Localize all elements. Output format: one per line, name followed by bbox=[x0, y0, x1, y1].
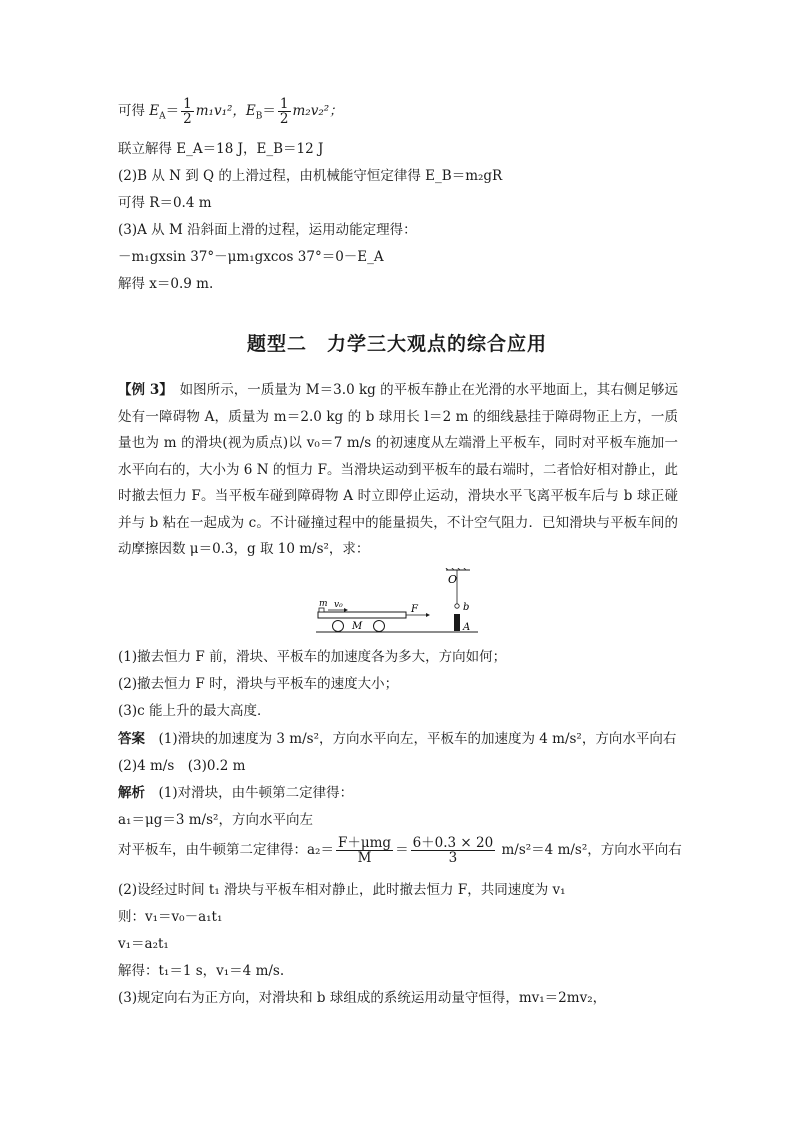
denominator: M bbox=[357, 850, 372, 866]
fraction-half bbox=[181, 97, 194, 126]
velocity-arrowhead bbox=[344, 608, 348, 612]
symbol-ea: E bbox=[149, 103, 160, 119]
obstacle-A bbox=[454, 614, 460, 631]
example-problem bbox=[118, 377, 678, 563]
question-3: (3)c 能上升的最大高度． bbox=[118, 703, 271, 719]
wheel-right bbox=[374, 621, 385, 632]
question-1: (1)撤去恒力 F 前，滑块、平板车的加速度各为多大，方向如何； bbox=[118, 649, 507, 665]
force-arrowhead bbox=[426, 613, 430, 617]
label-M: M bbox=[352, 621, 363, 632]
text-fragment: 可得 bbox=[118, 103, 150, 119]
numerator: F＋μmg bbox=[337, 835, 392, 851]
denominator: 3 bbox=[448, 850, 458, 866]
equals: ＝ bbox=[165, 103, 180, 119]
subscript: A bbox=[159, 111, 166, 122]
label-F: F bbox=[411, 604, 418, 615]
label-A: A bbox=[463, 622, 471, 633]
analysis-line-3 bbox=[118, 836, 682, 865]
analysis-text-1: (1)对滑块，由牛顿第二定律得： bbox=[145, 785, 354, 801]
text-fragment: m/s²＝4 m/s²，方向水平向右 bbox=[497, 842, 682, 858]
numerator: 1 bbox=[279, 96, 289, 112]
symbol-eb: E bbox=[245, 103, 256, 119]
analysis-line-5: 则：v₁＝v₀－a₁t₁ bbox=[118, 909, 223, 925]
equals: ＝ bbox=[395, 842, 409, 858]
label-b: b bbox=[463, 602, 470, 613]
ball-b bbox=[455, 604, 459, 608]
analysis-line-2: a₁＝μg＝3 m/s²，方向水平向左 bbox=[118, 812, 313, 828]
example-label: 【例 3】 bbox=[118, 382, 167, 398]
fraction-formula bbox=[336, 836, 393, 865]
analysis-line-6: v₁＝a₂t₁ bbox=[118, 936, 169, 952]
analysis-line-8: (3)规定向右为正方向，对滑块和 b 球组成的系统运用动量守恒得，mv₁＝2mv₂， bbox=[118, 990, 607, 1006]
example-text: 如图所示，一质量为 M＝3.0 kg 的平板车静止在光滑的水平地面上，其右侧足够远处有一障碍物 A，质量为 m＝2.0 kg 的 b 球用长 l＝2 m 的细线悬挂于障碍物正上方，一质量也为 m 的滑块(视为质点)以 v₀＝7 m/s 的初速度从左端滑上平板车，同时对平板车施加一水平向右的，大小为 6 N 的恒力 F。当滑块运动到平板车的最右端时，二者恰好相对静止，此时撤去恒力 F。当平板车碰到障碍物 A 时立即停止运动，滑块水平飞离平板车后与 b 球正碰并与 b 粘在一起成为 c。不计碰撞过程中的能量损失，不计空气阻力．已知滑块与平板车间的动摩擦因数 μ＝0.3，g 取 10 m/s²，求： bbox=[118, 382, 679, 557]
label-O: O bbox=[448, 573, 458, 586]
analysis-line-7: 解得：t₁＝1 s，v₁＝4 m/s. bbox=[118, 963, 285, 979]
denominator: 2 bbox=[279, 111, 289, 127]
physics-diagram bbox=[310, 568, 500, 638]
analysis-line-4: (2)设经过时间 t₁ 滑块与平板车相对静止，此时撤去恒力 F，共同速度为 v₁ bbox=[118, 882, 566, 898]
denominator: 2 bbox=[183, 111, 192, 127]
answer-text-1: (1)滑块的加速度为 3 m/s²，方向水平向左，平板车的加速度为 4 m/s²，方向水平向右 bbox=[145, 731, 677, 747]
wheel-left bbox=[333, 621, 344, 632]
analysis-label: 解析 bbox=[118, 785, 145, 801]
solution-line-5: (3)A 从 M 沿斜面上滑的过程，运用动能定理得： bbox=[118, 222, 417, 238]
section-title: 题型二 力学三大观点的综合应用 bbox=[246, 333, 547, 355]
numerator: 6＋0.3 × 20 bbox=[412, 835, 494, 851]
label-m: m bbox=[319, 599, 328, 609]
question-2: (2)撤去恒力 F 时，滑块与平板车的速度大小； bbox=[118, 676, 399, 692]
solution-line-7: 解得 x＝0.9 m. bbox=[118, 276, 214, 292]
analysis-line-1 bbox=[118, 783, 353, 803]
numerator: 1 bbox=[183, 96, 192, 112]
answer-label: 答案 bbox=[118, 731, 145, 747]
fraction-half bbox=[278, 97, 291, 126]
solution-line-1 bbox=[118, 97, 343, 127]
text-fragment: 对平板车，由牛顿第二定律得：a₂＝ bbox=[118, 842, 334, 858]
solution-line-3: (2)B 从 N 到 Q 的上滑过程，由机械能守恒定律得 E_B＝m₂gR bbox=[118, 168, 503, 184]
cart-board bbox=[318, 612, 406, 618]
label-v0: v₀ bbox=[334, 600, 343, 610]
answer-line-2: (2)4 m/s (3)0.2 m bbox=[118, 758, 246, 774]
solution-line-2: 联立解得 E_A＝18 J，E_B＝12 J bbox=[118, 141, 324, 157]
fraction-numeric bbox=[411, 836, 496, 865]
expr-m1v1: m₁v₁²， bbox=[195, 103, 246, 119]
solution-line-6: －m₁gxsin 37°－μm₁gxcos 37°＝0－E_A bbox=[118, 249, 384, 265]
subscript: B bbox=[255, 111, 263, 122]
expr-m2v2: m₂v₂²； bbox=[292, 103, 343, 119]
equals: ＝ bbox=[262, 103, 276, 119]
solution-line-4: 可得 R＝0.4 m bbox=[118, 195, 212, 211]
answer-line-1 bbox=[118, 729, 676, 749]
